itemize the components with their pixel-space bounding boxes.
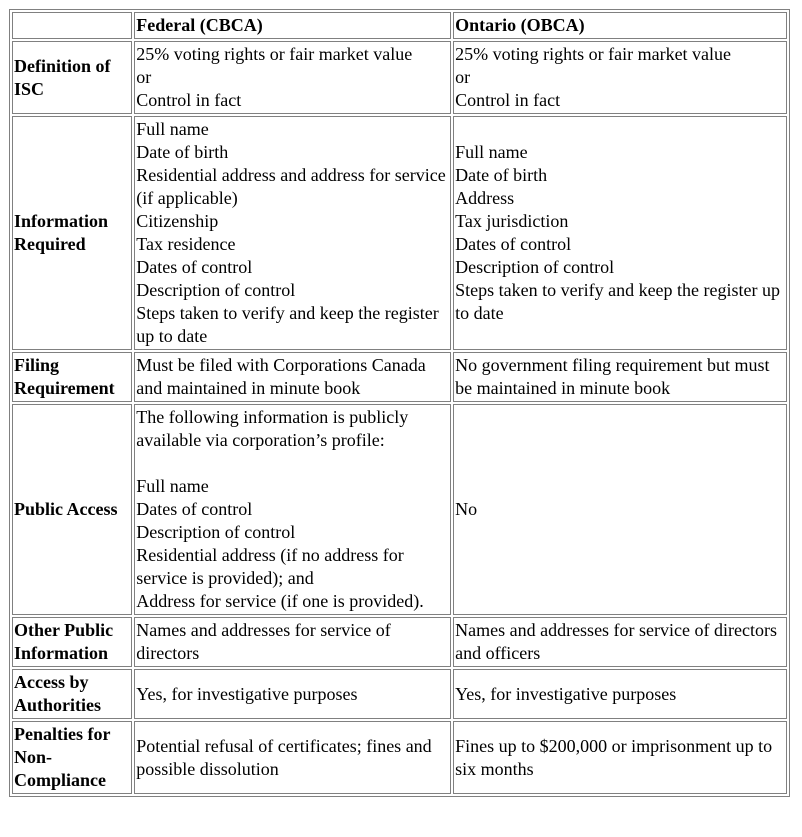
federal-cell bbox=[134, 617, 451, 667]
ontario-line: Date of birth bbox=[455, 165, 548, 185]
table-row-other-public-information bbox=[12, 617, 787, 667]
ontario-line: Tax jurisdiction bbox=[455, 211, 569, 231]
row-label: Definition of ISC bbox=[12, 41, 132, 114]
row-label: Information Required bbox=[12, 116, 132, 350]
ontario-cell bbox=[453, 352, 787, 402]
federal-cell bbox=[134, 721, 451, 794]
ontario-cell bbox=[453, 116, 787, 350]
ontario-cell bbox=[453, 669, 787, 719]
ontario-line: Steps taken to verify and keep the register up to date bbox=[455, 280, 781, 323]
ontario-line: Dates of control bbox=[455, 234, 572, 254]
header-ontario: Ontario (OBCA) bbox=[453, 12, 787, 39]
row-label: Penalties for Non-Compliance bbox=[12, 721, 132, 794]
row-label: Other Public Information bbox=[12, 617, 132, 667]
federal-line: Citizenship bbox=[136, 211, 219, 231]
federal-line: Date of birth bbox=[136, 142, 229, 162]
table-row-filing-requirement bbox=[12, 352, 787, 402]
ontario-cell bbox=[453, 617, 787, 667]
ontario-line: Full name bbox=[455, 142, 528, 162]
federal-line: Names and addresses for service of directors bbox=[136, 620, 391, 663]
federal-line: Yes, for investigative purposes bbox=[136, 683, 358, 704]
ontario-line: Names and addresses for service of directors and officers bbox=[455, 620, 777, 663]
ontario-line: Fines up to $200,000 or imprisonment up to six months bbox=[455, 735, 773, 779]
comparison-table bbox=[9, 9, 790, 797]
federal-line: Address for service (if one is provided). bbox=[136, 591, 424, 611]
header-federal: Federal (CBCA) bbox=[134, 12, 451, 39]
federal-line: Full name bbox=[136, 119, 209, 139]
federal-line: Residential address (if no address for service is provided); and bbox=[136, 545, 404, 588]
federal-line: Full name bbox=[136, 476, 209, 496]
federal-line: Description of control bbox=[136, 522, 296, 542]
ontario-cell bbox=[453, 41, 787, 114]
table-row-definition-of-isc bbox=[12, 41, 787, 114]
federal-cell bbox=[134, 404, 451, 615]
federal-line: Dates of control bbox=[136, 499, 253, 519]
ontario-line: Address bbox=[455, 188, 515, 208]
ontario-line: Description of control bbox=[455, 257, 615, 277]
ontario-line: No bbox=[455, 499, 478, 519]
table-row-access-by-authorities bbox=[12, 669, 787, 719]
federal-cell bbox=[134, 352, 451, 402]
federal-line: Dates of control bbox=[136, 257, 253, 277]
federal-line: Potential refusal of certificates; fines and possible dissolution bbox=[136, 735, 432, 779]
ontario-line: or bbox=[455, 67, 471, 87]
federal-line: Must be filed with Corporations Canada and maintained in minute book bbox=[136, 355, 426, 398]
row-label: Access by Authorities bbox=[12, 669, 132, 719]
federal-line: Control in fact bbox=[136, 90, 242, 110]
ontario-cell bbox=[453, 721, 787, 794]
ontario-line: 25% voting rights or fair market value bbox=[455, 44, 732, 64]
blank-line bbox=[136, 452, 449, 475]
ontario-cell bbox=[453, 404, 787, 615]
header-corner-cell bbox=[12, 12, 132, 39]
ontario-line: Yes, for investigative purposes bbox=[455, 683, 677, 704]
federal-line: The following information is publicly available via corporation’s profile: bbox=[136, 407, 409, 450]
row-label: Filing Requirement bbox=[12, 352, 132, 402]
federal-line: Steps taken to verify and keep the register up to date bbox=[136, 303, 439, 346]
federal-cell bbox=[134, 41, 451, 114]
row-label: Public Access bbox=[12, 404, 132, 615]
table-body bbox=[12, 12, 787, 794]
federal-line: 25% voting rights or fair market value bbox=[136, 44, 413, 64]
federal-line: or bbox=[136, 67, 152, 87]
header-row bbox=[12, 12, 787, 39]
federal-cell bbox=[134, 669, 451, 719]
table-row-public-access bbox=[12, 404, 787, 615]
federal-cell bbox=[134, 116, 451, 350]
table-row-information-required bbox=[12, 116, 787, 350]
federal-line: Residential address and address for service (if applicable) bbox=[136, 165, 446, 208]
federal-line: Description of control bbox=[136, 280, 296, 300]
federal-line: Tax residence bbox=[136, 234, 236, 254]
table-row-penalties-for-non-compliance bbox=[12, 721, 787, 794]
ontario-line: Control in fact bbox=[455, 90, 561, 110]
ontario-line: No government filing requirement but must be maintained in minute book bbox=[455, 355, 770, 398]
